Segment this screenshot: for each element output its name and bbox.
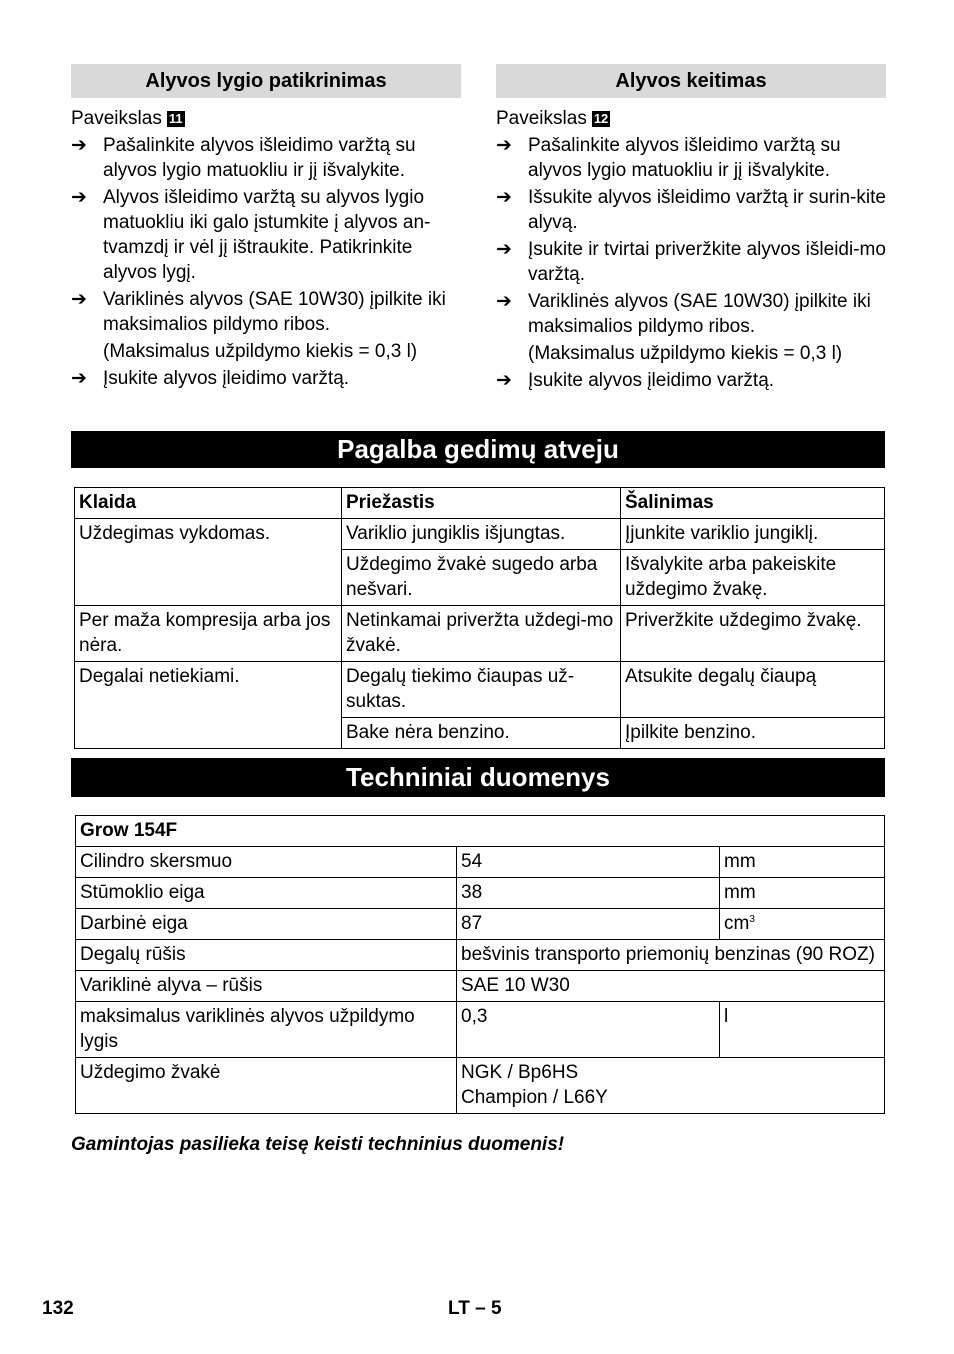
language-code: LT (448, 1298, 470, 1319)
table-row (76, 971, 885, 1002)
technical-data-table (75, 815, 885, 1114)
fault-cell: Degalai netiekiami. (75, 662, 342, 749)
instruction-step (496, 368, 886, 393)
cause-cell: Variklio jungiklis išjungtas. (342, 519, 621, 550)
step-text: Įsukite ir tvirtai priveržkite alyvos išleidi-mo varžtą. (528, 239, 886, 285)
fault-cell: Per maža kompresija arba jos nėra. (75, 606, 342, 662)
unit-superscript: 3 (749, 914, 755, 925)
figure-label: Paveikslas (496, 108, 587, 129)
instruction-step (71, 366, 461, 391)
spec-label: Uždegimo žvakė (76, 1058, 457, 1114)
instruction-step (496, 289, 886, 339)
arrow-right-icon: ➔ (71, 368, 87, 389)
spec-unit: mm (720, 847, 885, 878)
spec-label: maksimalus variklinės alyvos užpildymo lygis (76, 1002, 457, 1058)
table-row (75, 606, 885, 662)
step-text: Išsukite alyvos išleidimo varžtą ir surin-kite alyvą. (528, 187, 886, 233)
arrow-right-icon: ➔ (496, 291, 512, 312)
table-row (75, 519, 885, 550)
spec-label: Cilindro skersmuo (76, 847, 457, 878)
spec-label: Variklinė alyva – rūšis (76, 971, 457, 1002)
remedy-cell: Išvalykite arba pakeiskite uždegimo žvakę. (621, 550, 885, 606)
table-row (76, 847, 885, 878)
step-text: Pašalinkite alyvos išleidimo varžtą su alyvos lygio matuokliu ir jį išvalykite. (103, 135, 416, 181)
model-name: Grow 154F (76, 816, 885, 847)
arrow-right-icon: ➔ (71, 135, 87, 156)
arrow-right-icon: ➔ (496, 239, 512, 260)
step-text: Variklinės alyvos (SAE 10W30) įpilkite iki maksimalios pildymo ribos. (528, 291, 871, 337)
spec-label: Stūmoklio eiga (76, 878, 457, 909)
instruction-step (71, 287, 461, 337)
remedy-cell: Atsukite degalų čiaupą (621, 662, 885, 718)
arrow-right-icon: ➔ (71, 289, 87, 310)
figure-number-badge: 11 (168, 111, 183, 126)
figure-number-badge: 12 (593, 111, 609, 126)
spec-unit (720, 909, 885, 940)
page-code (448, 1298, 502, 1320)
cause-cell: Bake nėra benzino. (342, 718, 621, 749)
cause-cell: Uždegimo žvakė sugedo arba nešvari. (342, 550, 621, 606)
spec-unit: l (720, 1002, 885, 1058)
spec-label: Darbinė eiga (76, 909, 457, 940)
arrow-right-icon: ➔ (496, 135, 512, 156)
spec-unit: mm (720, 878, 885, 909)
figure-reference (496, 106, 886, 131)
troubleshooting-table (74, 487, 885, 749)
instruction-step (71, 185, 461, 285)
footnote: Gamintojas pasilieka teisę keisti techninius duomenis! (71, 1134, 565, 1155)
figure-reference (71, 106, 461, 131)
capacity-note: (Maksimalus užpildymo kiekis = 0,3 l) (528, 343, 843, 364)
spec-label: Degalų rūšis (76, 940, 457, 971)
spec-value (457, 1058, 885, 1114)
step-text: Variklinės alyvos (SAE 10W30) įpilkite iki maksimalios pildymo ribos. (103, 289, 446, 335)
cause-cell: Degalų tiekimo čiaupas už-suktas. (342, 662, 621, 718)
step-text: Įsukite alyvos įleidimo varžtą. (528, 370, 775, 391)
remedy-cell: Įjunkite variklio jungiklį. (621, 519, 885, 550)
spec-value: 38 (457, 878, 720, 909)
model-row (76, 816, 885, 847)
arrow-right-icon: ➔ (496, 187, 512, 208)
spec-value: SAE 10 W30 (457, 971, 885, 1002)
page-number: 132 (42, 1298, 74, 1319)
instruction-step (71, 133, 461, 183)
spec-value: bešvinis transporto priemonių benzinas (90 ROZ) (457, 940, 885, 971)
column-header-cause: Priežastis (342, 488, 621, 519)
step-text: Įsukite alyvos įleidimo varžtą. (103, 368, 350, 389)
instruction-step (496, 237, 886, 287)
table-row (76, 940, 885, 971)
column-header-remedy: Šalinimas (621, 488, 885, 519)
instruction-step (496, 133, 886, 183)
table-row (75, 662, 885, 718)
table-row (76, 878, 885, 909)
remedy-cell: Priveržkite uždegimo žvakę. (621, 606, 885, 662)
cause-cell: Netinkamai priveržta uždegi-mo žvakė. (342, 606, 621, 662)
oil-change-heading: Alyvos keitimas (496, 64, 886, 98)
step-text: Alyvos išleidimo varžtą su alyvos lygio matuokliu iki galo įstumkite į alyvos an-tvamzdį ir vėl jį ištraukite. Patikrinkite alyvos lygį. (103, 187, 431, 283)
oil-level-check-section (71, 64, 461, 391)
section-page: – 5 (475, 1298, 502, 1319)
table-row (76, 1058, 885, 1114)
table-header-row (75, 488, 885, 519)
remedy-cell: Įpilkite benzino. (621, 718, 885, 749)
figure-label: Paveikslas (71, 108, 162, 129)
arrow-right-icon: ➔ (496, 370, 512, 391)
instruction-step (496, 185, 886, 235)
technical-data-title: Techniniai duomenys (71, 758, 885, 797)
spec-value-line: NGK / Bp6HS (461, 1062, 579, 1083)
capacity-note: (Maksimalus užpildymo kiekis = 0,3 l) (103, 341, 418, 362)
spec-value: 54 (457, 847, 720, 878)
oil-level-check-heading: Alyvos lygio patikrinimas (71, 64, 461, 98)
fault-cell: Uždegimas vykdomas. (75, 519, 342, 606)
troubleshooting-title: Pagalba gedimų atveju (71, 431, 885, 468)
spec-value: 0,3 (457, 1002, 720, 1058)
unit-text: cm (724, 913, 750, 934)
column-header-fault: Klaida (75, 488, 342, 519)
oil-change-section (496, 64, 886, 393)
table-row (76, 909, 885, 940)
arrow-right-icon: ➔ (71, 187, 87, 208)
spec-value: 87 (457, 909, 720, 940)
table-row (76, 1002, 885, 1058)
step-text: Pašalinkite alyvos išleidimo varžtą su alyvos lygio matuokliu ir jį išvalykite. (528, 135, 841, 181)
spec-value-line: Champion / L66Y (461, 1087, 608, 1108)
